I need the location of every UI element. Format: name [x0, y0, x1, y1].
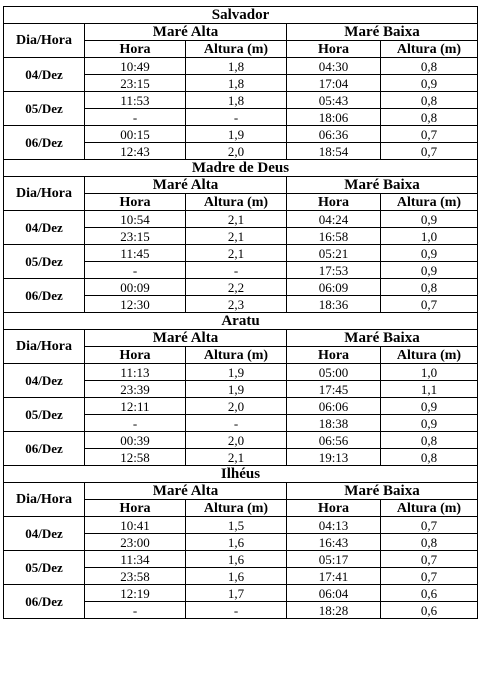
day-label: 06/Dez [4, 432, 85, 466]
altura-header: Altura (m) [186, 194, 287, 211]
baixa-hora-cell: 05:21 [287, 245, 381, 262]
table-row [4, 245, 478, 262]
baixa-altura-cell: 0,7 [381, 568, 478, 585]
alta-altura-cell: 2,1 [186, 211, 287, 228]
mare-baixa-header: Maré Baixa [287, 483, 478, 500]
baixa-altura-cell: 0,9 [381, 75, 478, 92]
baixa-hora-cell: 04:30 [287, 58, 381, 75]
mare-baixa-header: Maré Baixa [287, 24, 478, 41]
day-label: 06/Dez [4, 585, 85, 619]
baixa-altura-cell: 1,0 [381, 364, 478, 381]
hora-header: Hora [287, 500, 381, 517]
alta-hora-cell: 23:39 [85, 381, 186, 398]
alta-altura-cell: 2,2 [186, 279, 287, 296]
dia-hora-header: Dia/Hora [4, 24, 85, 58]
mare-alta-header: Maré Alta [85, 177, 287, 194]
baixa-hora-cell: 04:13 [287, 517, 381, 534]
group-header-row [4, 330, 478, 347]
hora-header: Hora [85, 347, 186, 364]
alta-hora-cell: 10:41 [85, 517, 186, 534]
baixa-altura-cell: 0,6 [381, 585, 478, 602]
baixa-hora-cell: 06:06 [287, 398, 381, 415]
hora-header: Hora [85, 41, 186, 58]
alta-altura-cell: 1,9 [186, 364, 287, 381]
baixa-altura-cell: 0,8 [381, 109, 478, 126]
alta-altura-cell: 1,6 [186, 568, 287, 585]
alta-hora-cell: - [85, 262, 186, 279]
table-row [4, 58, 478, 75]
day-label: 05/Dez [4, 245, 85, 279]
baixa-hora-cell: 18:54 [287, 143, 381, 160]
table-row [4, 398, 478, 415]
baixa-altura-cell: 0,9 [381, 211, 478, 228]
day-label: 04/Dez [4, 517, 85, 551]
baixa-altura-cell: 0,8 [381, 534, 478, 551]
alta-hora-cell: 00:15 [85, 126, 186, 143]
mare-baixa-header: Maré Baixa [287, 177, 478, 194]
alta-hora-cell: 12:30 [85, 296, 186, 313]
city-title-row [4, 7, 478, 24]
baixa-altura-cell: 0,8 [381, 279, 478, 296]
altura-header: Altura (m) [381, 41, 478, 58]
baixa-hora-cell: 16:43 [287, 534, 381, 551]
alta-hora-cell: 23:00 [85, 534, 186, 551]
baixa-hora-cell: 04:24 [287, 211, 381, 228]
baixa-hora-cell: 05:17 [287, 551, 381, 568]
baixa-hora-cell: 17:45 [287, 381, 381, 398]
baixa-hora-cell: 17:53 [287, 262, 381, 279]
alta-altura-cell: 2,0 [186, 432, 287, 449]
alta-altura-cell: 1,7 [186, 585, 287, 602]
hora-header: Hora [85, 194, 186, 211]
baixa-hora-cell: 18:06 [287, 109, 381, 126]
alta-hora-cell: - [85, 109, 186, 126]
alta-hora-cell: 23:15 [85, 228, 186, 245]
alta-hora-cell: 10:49 [85, 58, 186, 75]
baixa-altura-cell: 0,8 [381, 432, 478, 449]
city-title-row [4, 466, 478, 483]
alta-altura-cell: 1,6 [186, 551, 287, 568]
alta-altura-cell: 2,1 [186, 449, 287, 466]
alta-altura-cell: - [186, 262, 287, 279]
city-title-row [4, 313, 478, 330]
baixa-altura-cell: 0,9 [381, 415, 478, 432]
dia-hora-header: Dia/Hora [4, 330, 85, 364]
baixa-hora-cell: 19:13 [287, 449, 381, 466]
group-header-row [4, 483, 478, 500]
alta-altura-cell: 1,9 [186, 381, 287, 398]
alta-altura-cell: 1,5 [186, 517, 287, 534]
alta-altura-cell: 2,3 [186, 296, 287, 313]
altura-header: Altura (m) [186, 41, 287, 58]
baixa-hora-cell: 18:36 [287, 296, 381, 313]
alta-altura-cell: - [186, 109, 287, 126]
hora-header: Hora [85, 500, 186, 517]
alta-altura-cell: 2,1 [186, 245, 287, 262]
day-label: 05/Dez [4, 92, 85, 126]
alta-hora-cell: 23:58 [85, 568, 186, 585]
dia-hora-header: Dia/Hora [4, 177, 85, 211]
group-header-row [4, 177, 478, 194]
altura-header: Altura (m) [186, 500, 287, 517]
baixa-altura-cell: 0,8 [381, 449, 478, 466]
alta-altura-cell: 1,8 [186, 75, 287, 92]
day-label: 04/Dez [4, 211, 85, 245]
baixa-altura-cell: 0,7 [381, 517, 478, 534]
tide-table [3, 6, 478, 619]
hora-header: Hora [287, 41, 381, 58]
baixa-altura-cell: 0,7 [381, 143, 478, 160]
hora-header: Hora [287, 194, 381, 211]
day-label: 05/Dez [4, 551, 85, 585]
baixa-altura-cell: 1,1 [381, 381, 478, 398]
group-header-row [4, 24, 478, 41]
day-label: 05/Dez [4, 398, 85, 432]
alta-hora-cell: 00:09 [85, 279, 186, 296]
table-row [4, 92, 478, 109]
baixa-altura-cell: 0,7 [381, 296, 478, 313]
baixa-hora-cell: 18:38 [287, 415, 381, 432]
baixa-altura-cell: 0,7 [381, 126, 478, 143]
alta-hora-cell: 10:54 [85, 211, 186, 228]
baixa-altura-cell: 0,9 [381, 245, 478, 262]
alta-altura-cell: - [186, 415, 287, 432]
day-label: 06/Dez [4, 126, 85, 160]
baixa-hora-cell: 06:36 [287, 126, 381, 143]
alta-hora-cell: 00:39 [85, 432, 186, 449]
alta-altura-cell: 1,6 [186, 534, 287, 551]
table-row [4, 432, 478, 449]
mare-baixa-header: Maré Baixa [287, 330, 478, 347]
alta-hora-cell: 12:11 [85, 398, 186, 415]
city-title-row [4, 160, 478, 177]
altura-header: Altura (m) [381, 500, 478, 517]
altura-header: Altura (m) [381, 347, 478, 364]
alta-altura-cell: 1,8 [186, 92, 287, 109]
alta-hora-cell: 11:13 [85, 364, 186, 381]
table-row [4, 279, 478, 296]
altura-header: Altura (m) [381, 194, 478, 211]
mare-alta-header: Maré Alta [85, 24, 287, 41]
baixa-altura-cell: 0,7 [381, 551, 478, 568]
alta-altura-cell: 2,0 [186, 143, 287, 160]
alta-hora-cell: 12:58 [85, 449, 186, 466]
mare-alta-header: Maré Alta [85, 330, 287, 347]
alta-hora-cell: 11:34 [85, 551, 186, 568]
baixa-hora-cell: 17:41 [287, 568, 381, 585]
alta-altura-cell: 2,1 [186, 228, 287, 245]
baixa-altura-cell: 1,0 [381, 228, 478, 245]
city-title: Salvador [4, 7, 478, 24]
baixa-hora-cell: 05:43 [287, 92, 381, 109]
altura-header: Altura (m) [186, 347, 287, 364]
alta-altura-cell: 1,8 [186, 58, 287, 75]
table-row [4, 211, 478, 228]
alta-altura-cell: 2,0 [186, 398, 287, 415]
baixa-altura-cell: 0,8 [381, 92, 478, 109]
tide-table-container [3, 6, 477, 619]
table-row [4, 585, 478, 602]
alta-hora-cell: 12:19 [85, 585, 186, 602]
baixa-altura-cell: 0,8 [381, 58, 478, 75]
alta-hora-cell: 11:45 [85, 245, 186, 262]
table-row [4, 551, 478, 568]
tide-table-body [4, 7, 478, 619]
city-title: Ilhéus [4, 466, 478, 483]
alta-hora-cell: 23:15 [85, 75, 186, 92]
table-row [4, 126, 478, 143]
baixa-altura-cell: 0,9 [381, 262, 478, 279]
day-label: 04/Dez [4, 364, 85, 398]
mare-alta-header: Maré Alta [85, 483, 287, 500]
alta-hora-cell: 11:53 [85, 92, 186, 109]
table-row [4, 517, 478, 534]
baixa-hora-cell: 17:04 [287, 75, 381, 92]
baixa-altura-cell: 0,9 [381, 398, 478, 415]
day-label: 04/Dez [4, 58, 85, 92]
baixa-hora-cell: 06:09 [287, 279, 381, 296]
baixa-hora-cell: 05:00 [287, 364, 381, 381]
baixa-hora-cell: 18:28 [287, 602, 381, 619]
alta-hora-cell: - [85, 415, 186, 432]
baixa-altura-cell: 0,6 [381, 602, 478, 619]
baixa-hora-cell: 06:04 [287, 585, 381, 602]
table-row [4, 364, 478, 381]
baixa-hora-cell: 16:58 [287, 228, 381, 245]
hora-header: Hora [287, 347, 381, 364]
city-title: Madre de Deus [4, 160, 478, 177]
alta-altura-cell: 1,9 [186, 126, 287, 143]
dia-hora-header: Dia/Hora [4, 483, 85, 517]
alta-hora-cell: - [85, 602, 186, 619]
day-label: 06/Dez [4, 279, 85, 313]
alta-hora-cell: 12:43 [85, 143, 186, 160]
city-title: Aratu [4, 313, 478, 330]
alta-altura-cell: - [186, 602, 287, 619]
baixa-hora-cell: 06:56 [287, 432, 381, 449]
